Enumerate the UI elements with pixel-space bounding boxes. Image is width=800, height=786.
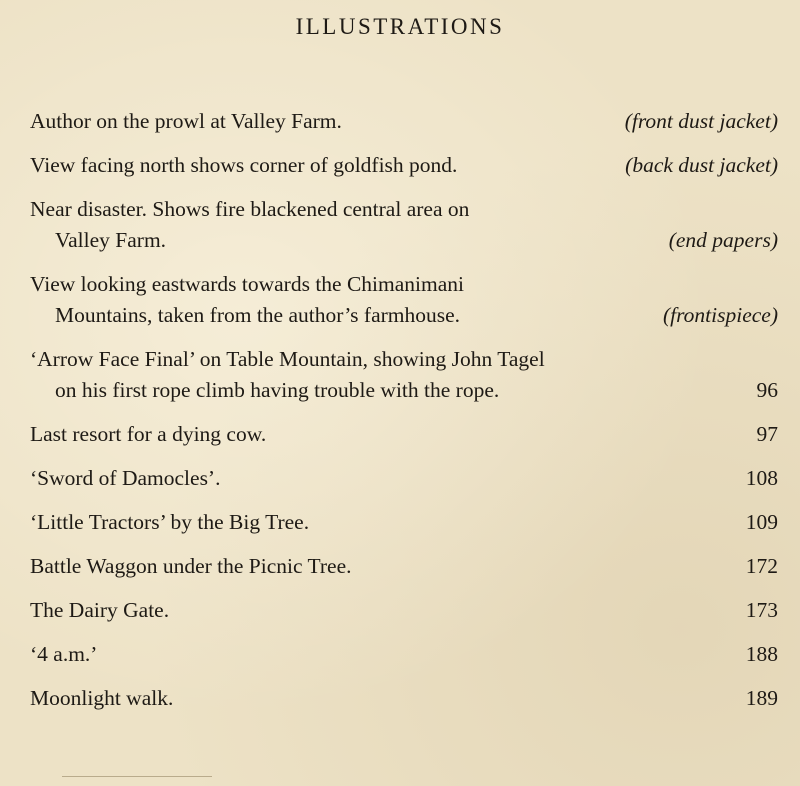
page-number: 109 bbox=[745, 510, 778, 534]
entry-line bbox=[30, 595, 778, 626]
caption-text: Mountains, taken from the author’s farmhouse. bbox=[55, 303, 461, 327]
caption-text: Last resort for a dying cow. bbox=[30, 422, 267, 446]
list-item bbox=[30, 194, 778, 256]
list-item bbox=[30, 551, 778, 582]
list-item bbox=[30, 419, 778, 450]
entry-line bbox=[30, 106, 778, 137]
page-number: 189 bbox=[745, 686, 778, 710]
caption-text: ‘Little Tractors’ by the Big Tree. bbox=[30, 510, 310, 534]
page-number: 96 bbox=[756, 378, 778, 402]
caption-text: ‘Arrow Face Final’ on Table Mountain, showing John Tagel bbox=[30, 347, 545, 371]
page-number: 108 bbox=[745, 466, 778, 490]
list-item bbox=[30, 507, 778, 538]
list-item bbox=[30, 269, 778, 331]
caption-text: Valley Farm. bbox=[55, 228, 167, 252]
page-number: 97 bbox=[756, 422, 778, 446]
location-reference: (frontispiece) bbox=[662, 303, 778, 327]
caption-text: ‘Sword of Damocles’. bbox=[30, 466, 221, 490]
caption-text: Moonlight walk. bbox=[30, 686, 174, 710]
entry-line bbox=[30, 344, 778, 375]
list-item bbox=[30, 344, 778, 406]
entry-line bbox=[30, 194, 778, 225]
entry-line bbox=[30, 639, 778, 670]
caption-text: View looking eastwards towards the Chimanimani bbox=[30, 272, 464, 296]
page-title: ILLUSTRATIONS bbox=[295, 14, 505, 39]
list-item bbox=[30, 683, 778, 714]
bottom-rule bbox=[62, 776, 212, 777]
page-number: 173 bbox=[745, 598, 778, 622]
list-item bbox=[30, 639, 778, 670]
list-item bbox=[30, 595, 778, 626]
entry-line bbox=[30, 551, 778, 582]
caption-text: on his first rope climb having trouble with the rope. bbox=[55, 378, 500, 402]
location-reference: (end papers) bbox=[668, 228, 778, 252]
location-reference: (back dust jacket) bbox=[625, 153, 778, 177]
list-item bbox=[30, 150, 778, 181]
page-number: 188 bbox=[745, 642, 778, 666]
entry-line bbox=[30, 463, 778, 494]
caption-text: Battle Waggon under the Picnic Tree. bbox=[30, 554, 352, 578]
location-reference: (front dust jacket) bbox=[624, 109, 778, 133]
entry-line bbox=[30, 269, 778, 300]
entry-line bbox=[30, 150, 778, 181]
caption-text: Author on the prowl at Valley Farm. bbox=[30, 109, 342, 133]
entry-continuation-line bbox=[30, 225, 778, 256]
caption-text: The Dairy Gate. bbox=[30, 598, 170, 622]
page-number: 172 bbox=[745, 554, 778, 578]
caption-text: ‘4 a.m.’ bbox=[30, 642, 98, 666]
entry-continuation-line bbox=[30, 375, 778, 406]
entry-line bbox=[30, 419, 778, 450]
entry-line bbox=[30, 683, 778, 714]
caption-text: Near disaster. Shows fire blackened central area on bbox=[30, 197, 470, 221]
entry-line bbox=[30, 507, 778, 538]
entry-continuation-line bbox=[30, 300, 778, 331]
list-item bbox=[30, 463, 778, 494]
illustrations-list bbox=[30, 106, 778, 727]
list-item bbox=[30, 106, 778, 137]
caption-text: View facing north shows corner of goldfish pond. bbox=[30, 153, 458, 177]
